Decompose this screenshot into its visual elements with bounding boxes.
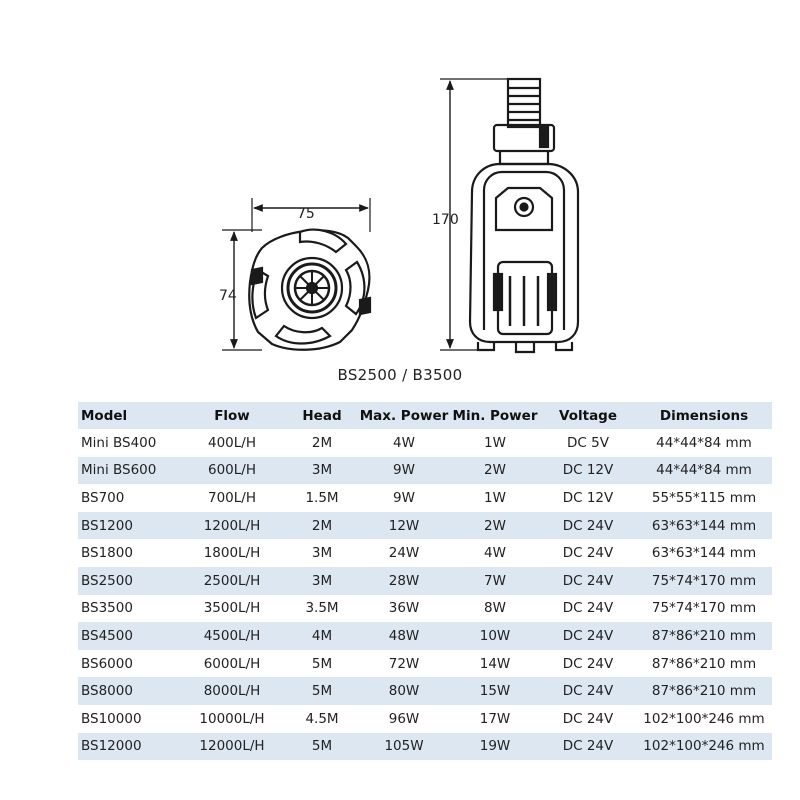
cell-head: 3M — [286, 457, 358, 485]
cell-head: 2M — [286, 512, 358, 540]
header-head: Head — [286, 402, 358, 429]
cell-voltage: DC 24V — [540, 567, 636, 595]
cell-voltage: DC 24V — [540, 677, 636, 705]
cell-max-power: 12W — [358, 512, 450, 540]
cell-voltage: DC 5V — [567, 434, 609, 451]
table-header-row — [78, 402, 772, 429]
header-voltage: Voltage — [540, 402, 636, 429]
cell-dimensions: 102*100*246 mm — [636, 733, 772, 761]
cell-model: BS1200 — [78, 512, 178, 540]
cell-model: BS4500 — [78, 622, 178, 650]
cell-head: 3M — [286, 567, 358, 595]
cell-max-power: 80W — [358, 677, 450, 705]
cell-max-power: 72W — [388, 655, 420, 672]
cell-min-power: 1W — [484, 489, 506, 506]
cell-min-power: 8W — [484, 600, 506, 617]
cell-model: BS3500 — [81, 600, 133, 617]
cell-model: Mini BS600 — [78, 457, 178, 485]
cell-flow: 2500L/H — [178, 567, 286, 595]
cell-flow: 3500L/H — [203, 600, 261, 617]
cell-min-power: 19W — [450, 733, 540, 761]
cell-voltage: DC 24V — [562, 655, 614, 672]
cell-head: 3.5M — [305, 600, 339, 617]
cell-dimensions: 55*55*115 mm — [651, 489, 757, 506]
cell-voltage: DC 24V — [562, 545, 614, 562]
cell-flow: 600L/H — [178, 457, 286, 485]
cell-head: 2M — [311, 434, 333, 451]
cell-voltage: DC 24V — [562, 600, 614, 617]
height-dimension-label: 74 — [219, 288, 237, 304]
cell-voltage: DC 12V — [540, 457, 636, 485]
cell-max-power: 28W — [358, 567, 450, 595]
cell-flow: 12000L/H — [178, 733, 286, 761]
technical-drawing — [0, 0, 800, 395]
cell-voltage: DC 12V — [562, 489, 614, 506]
cell-max-power: 96W — [388, 710, 420, 727]
cell-max-power: 9W — [358, 457, 450, 485]
cell-dimensions: 75*74*170 mm — [651, 600, 757, 617]
cell-voltage: DC 24V — [540, 733, 636, 761]
cell-max-power: 105W — [358, 733, 450, 761]
cell-model: BS10000 — [81, 710, 142, 727]
cell-model: BS2500 — [78, 567, 178, 595]
cell-flow: 700L/H — [208, 489, 256, 506]
cell-min-power: 7W — [450, 567, 540, 595]
cell-max-power: 24W — [388, 545, 420, 562]
cell-dimensions: 44*44*84 mm — [656, 434, 752, 451]
specifications-table — [78, 402, 772, 760]
table-row — [78, 429, 772, 457]
cell-min-power: 10W — [450, 622, 540, 650]
cell-min-power: 2W — [450, 457, 540, 485]
pump-top-view-icon — [222, 198, 370, 350]
cell-dimensions: 44*44*84 mm — [636, 457, 772, 485]
cell-dimensions: 75*74*170 mm — [636, 567, 772, 595]
header-max-power: Max. Power — [358, 402, 450, 429]
cell-min-power: 14W — [479, 655, 511, 672]
cell-model: BS8000 — [78, 677, 178, 705]
header-model: Model — [78, 402, 178, 429]
length-dimension-label: 170 — [432, 212, 459, 228]
cell-head: 1.5M — [305, 489, 339, 506]
cell-flow: 10000L/H — [199, 710, 265, 727]
drawing-caption: BS2500 / B3500 — [337, 366, 463, 384]
cell-model: BS1800 — [81, 545, 133, 562]
cell-min-power: 15W — [450, 677, 540, 705]
cell-max-power: 48W — [358, 622, 450, 650]
header-min-power: Min. Power — [450, 402, 540, 429]
cell-min-power: 17W — [479, 710, 511, 727]
cell-dimensions: 87*86*210 mm — [651, 655, 757, 672]
header-flow: Flow — [178, 402, 286, 429]
cell-model: BS6000 — [81, 655, 133, 672]
cell-flow: 8000L/H — [178, 677, 286, 705]
cell-min-power: 1W — [484, 434, 506, 451]
cell-model: BS700 — [81, 489, 125, 506]
table-row — [78, 484, 772, 512]
cell-dimensions: 87*86*210 mm — [636, 677, 772, 705]
cell-flow: 4500L/H — [178, 622, 286, 650]
cell-min-power: 4W — [484, 545, 506, 562]
table-row — [78, 650, 772, 678]
cell-dimensions: 63*63*144 mm — [651, 545, 757, 562]
table-row — [78, 539, 772, 567]
cell-head: 4M — [286, 622, 358, 650]
cell-head: 5M — [286, 733, 358, 761]
cell-voltage: DC 24V — [540, 622, 636, 650]
cell-dimensions: 63*63*144 mm — [636, 512, 772, 540]
cell-max-power: 4W — [393, 434, 415, 451]
cell-voltage: DC 24V — [540, 512, 636, 540]
cell-flow: 400L/H — [208, 434, 256, 451]
table-row — [78, 595, 772, 623]
cell-head: 3M — [311, 545, 333, 562]
cell-dimensions: 87*86*210 mm — [636, 622, 772, 650]
cell-head: 5M — [286, 677, 358, 705]
cell-model: Mini BS400 — [81, 434, 157, 451]
table-row — [78, 512, 772, 540]
cell-max-power: 36W — [388, 600, 420, 617]
table-row — [78, 567, 772, 595]
cell-model: BS12000 — [78, 733, 178, 761]
cell-min-power: 2W — [450, 512, 540, 540]
cell-dimensions: 102*100*246 mm — [643, 710, 765, 727]
cell-flow: 6000L/H — [203, 655, 261, 672]
table-row — [78, 705, 772, 733]
table-row — [78, 733, 772, 761]
pump-side-view-icon — [440, 79, 578, 352]
table-row — [78, 457, 772, 485]
table-row — [78, 622, 772, 650]
cell-head: 4.5M — [305, 710, 339, 727]
cell-head: 5M — [311, 655, 333, 672]
pump-drawings — [0, 0, 800, 395]
cell-max-power: 9W — [393, 489, 415, 506]
cell-voltage: DC 24V — [562, 710, 614, 727]
cell-flow: 1200L/H — [178, 512, 286, 540]
table-row — [78, 677, 772, 705]
width-dimension-label: 75 — [297, 206, 315, 222]
cell-flow: 1800L/H — [203, 545, 261, 562]
header-dimensions: Dimensions — [636, 402, 772, 429]
